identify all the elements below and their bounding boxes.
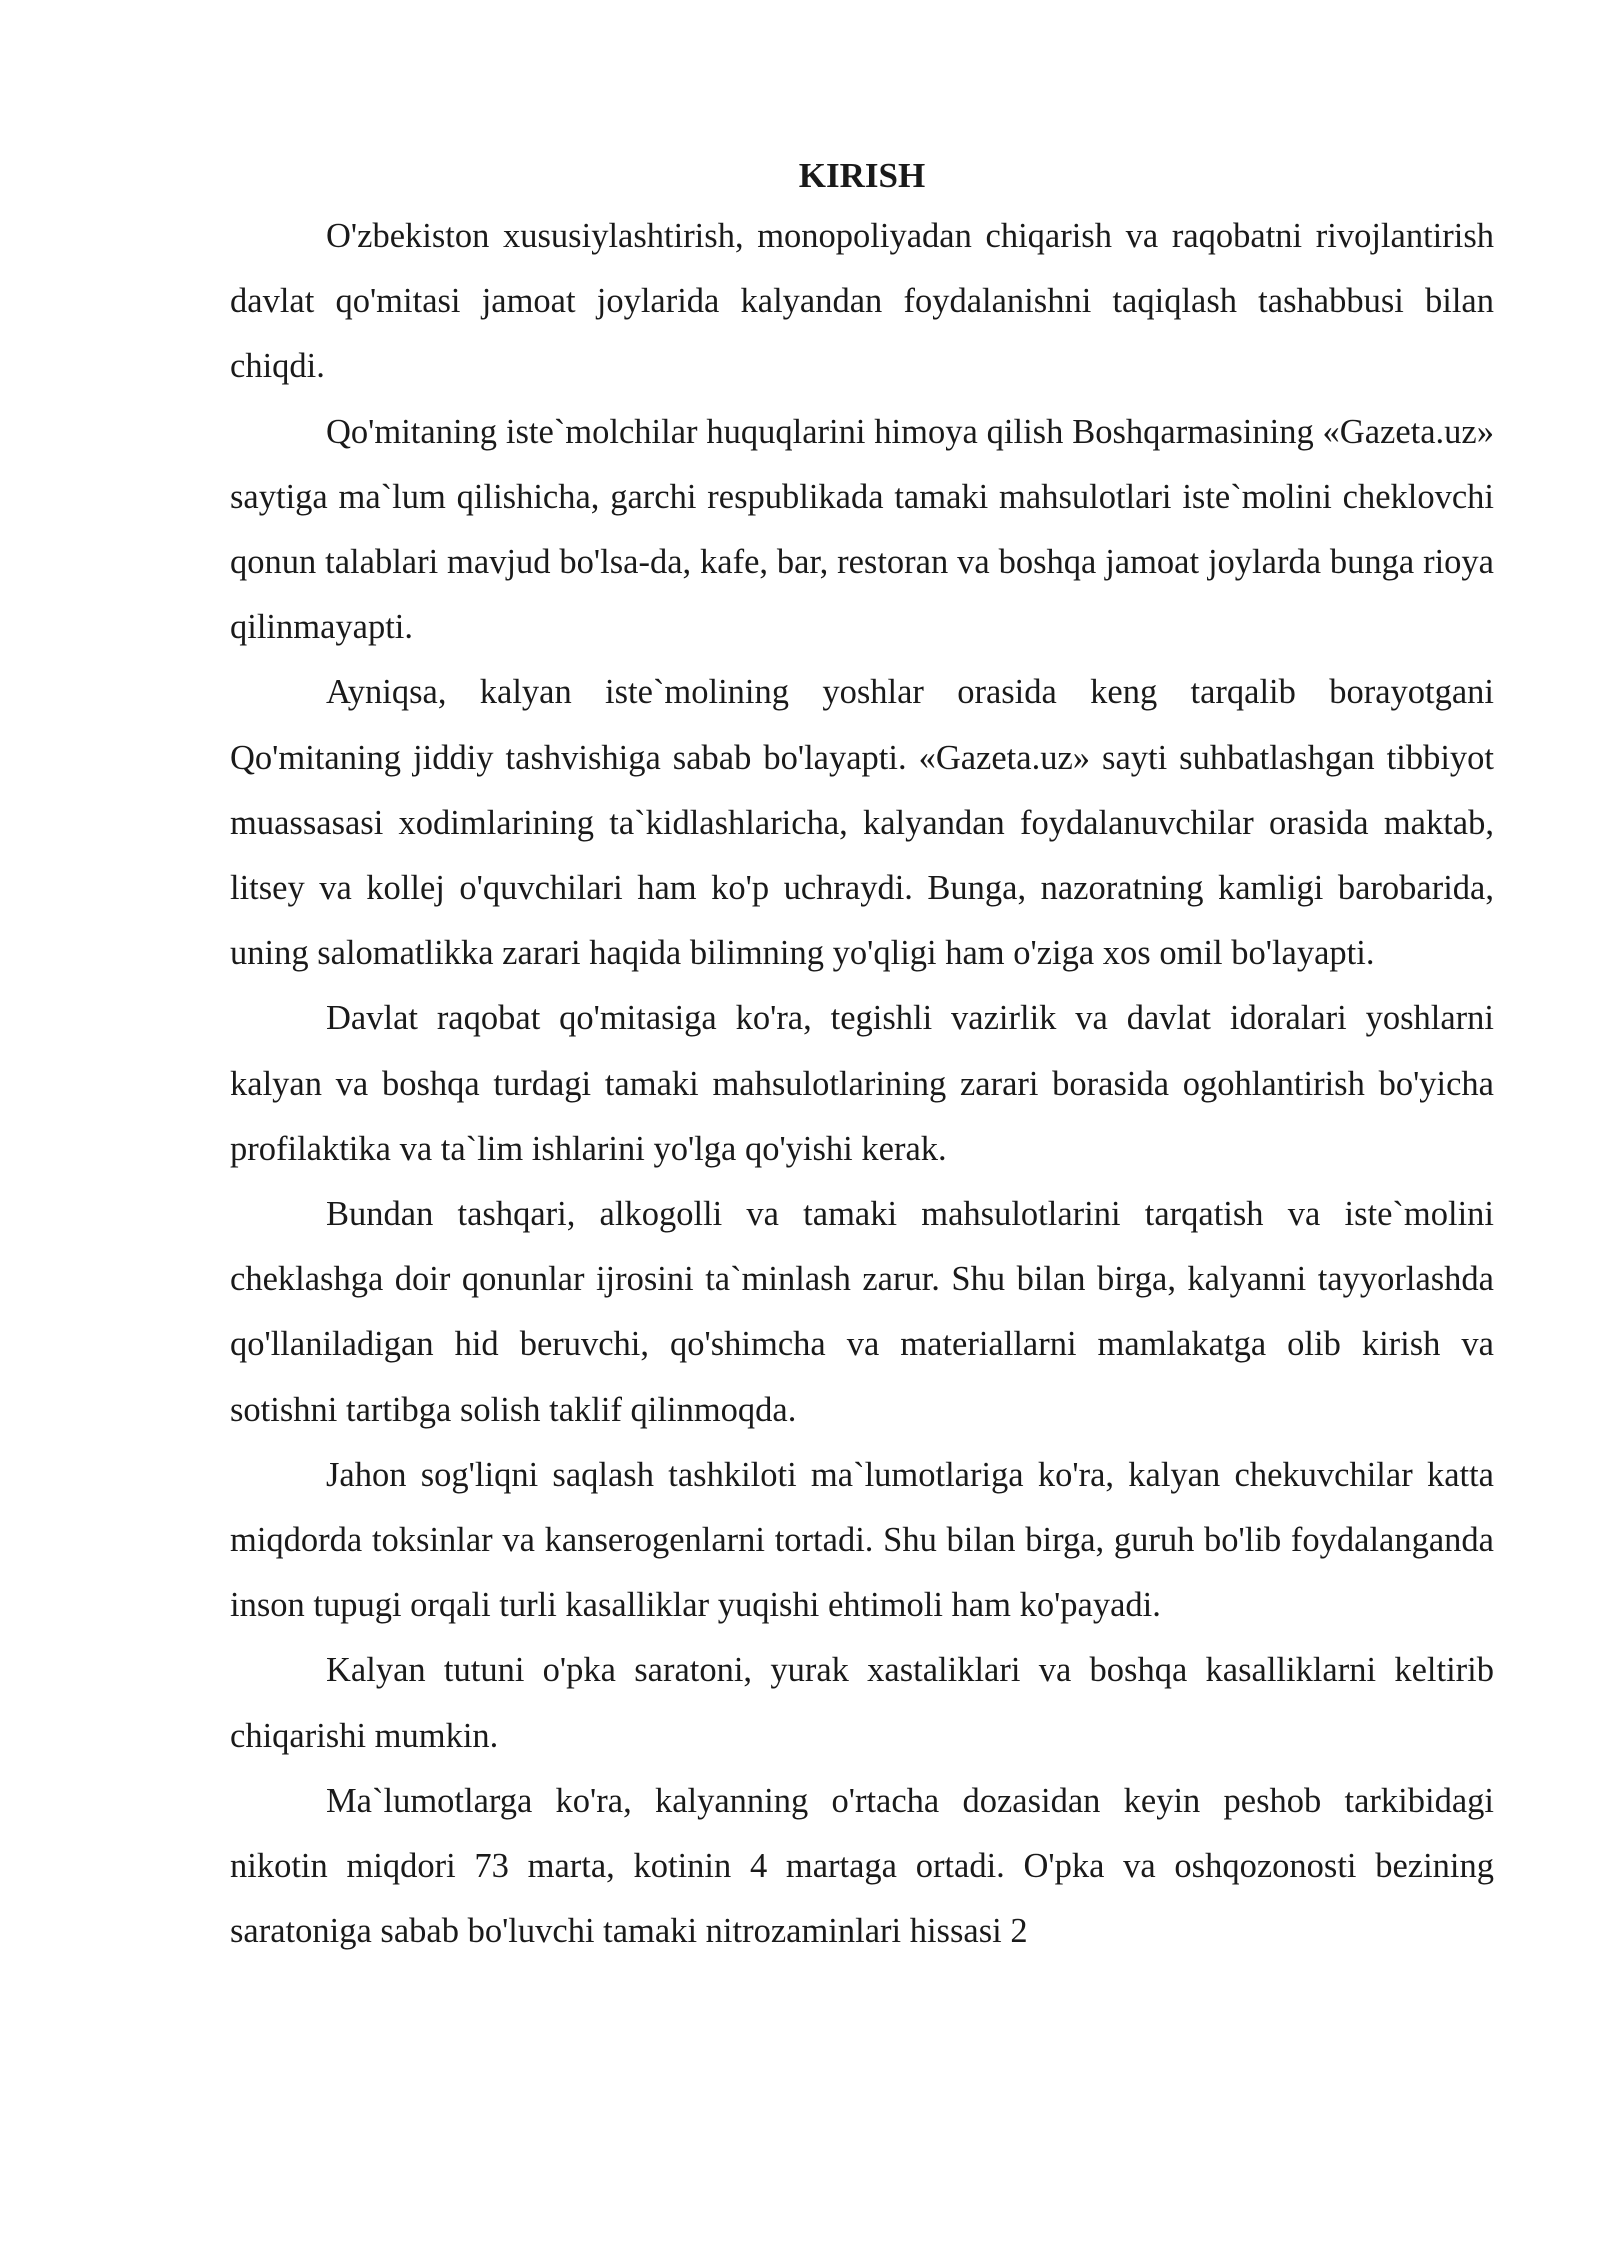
- paragraph-4: Davlat raqobat qo'mitasiga ko'ra, tegishli vazirlik va davlat idoralari yoshlarni kalyan va boshqa turdagi tamaki mahsulotlarining zarari borasida ogohlantirish bo'yicha profilaktika va ta`lim ishlarini yo'lga qo'yishi kerak.: [230, 999, 1494, 1168]
- paragraph-2: Qo'mitaning iste`molchilar huquqlarini himoya qilish Boshqarmasining «Gazeta.uz» saytiga ma`lum qilishicha, garchi respublikada tamaki mahsulotlari iste`molini cheklovchi qonun talablari mavjud bo'lsa-da, kafe, bar, restoran va boshqa jamoat joylarda bunga rioya qilinmayapti.: [230, 412, 1494, 647]
- paragraph-1: O'zbekiston xususiylashtirish, monopoliyadan chiqarish va raqobatni rivojlantirish davlat qo'mitasi jamoat joylarida kalyandan foydalanishni taqiqlash tashabbusi bilan chiqdi.: [230, 217, 1494, 386]
- paragraph-8: Ma`lumotlarga ko'ra, kalyanning o'rtacha dozasidan keyin peshob tarkibidagi nikotin miqdori 73 marta, kotinin 4 martaga ortadi. O'pka va oshqozonosti bezining saratoniga sabab bo'luvchi tamaki nitrozaminlari hissasi 2: [230, 1781, 1494, 1951]
- paragraph-7: Kalyan tutuni o'pka saratoni, yurak xastaliklari va boshqa kasalliklarni keltirib chiqarishi mumkin.: [230, 1651, 1494, 1755]
- paragraph-6: Jahon sog'liqni saqlash tashkiloti ma`lumotlariga ko'ra, kalyan chekuvchilar katta miqdorda toksinlar va kanserogenlarni tortadi. Shu bilan birga, guruh bo'lib foydalanganda inson tupugi orqali turli kasalliklar yuqishi ehtimoli ham ko'payadi.: [230, 1455, 1494, 1625]
- document-title: KIRISH: [798, 156, 926, 195]
- document-page: [230, 148, 1494, 1964]
- paragraph-3: Ayniqsa, kalyan iste`molining yoshlar orasida keng tarqalib borayotgani Qo'mitaning jiddiy tashvishiga sabab bo'layapti. «Gazeta.uz» sayti suhbatlashgan tibbiyot muassasasi xodimlarining ta`kidlashlaricha, kalyandan foydalanuvchilar orasida maktab, litsey va kollej o'quvchilari ham ko'p uchraydi. Bunga, nazoratning kamligi barobarida, uning salomatlikka zarari haqida bilimning yo'qligi ham o'ziga xos omil bo'layapti.: [230, 673, 1494, 973]
- paragraph-5: Bundan tashqari, alkogolli va tamaki mahsulotlarini tarqatish va iste`molini cheklashga doir qonunlar ijrosini ta`minlash zarur. Shu bilan birga, kalyanni tayyorlashda qo'llaniladigan hid beruvchi, qo'shimcha va materiallarni mamlakatga olib kirish va sotishni tartibga solish taklif qilinmoqda.: [230, 1195, 1494, 1429]
